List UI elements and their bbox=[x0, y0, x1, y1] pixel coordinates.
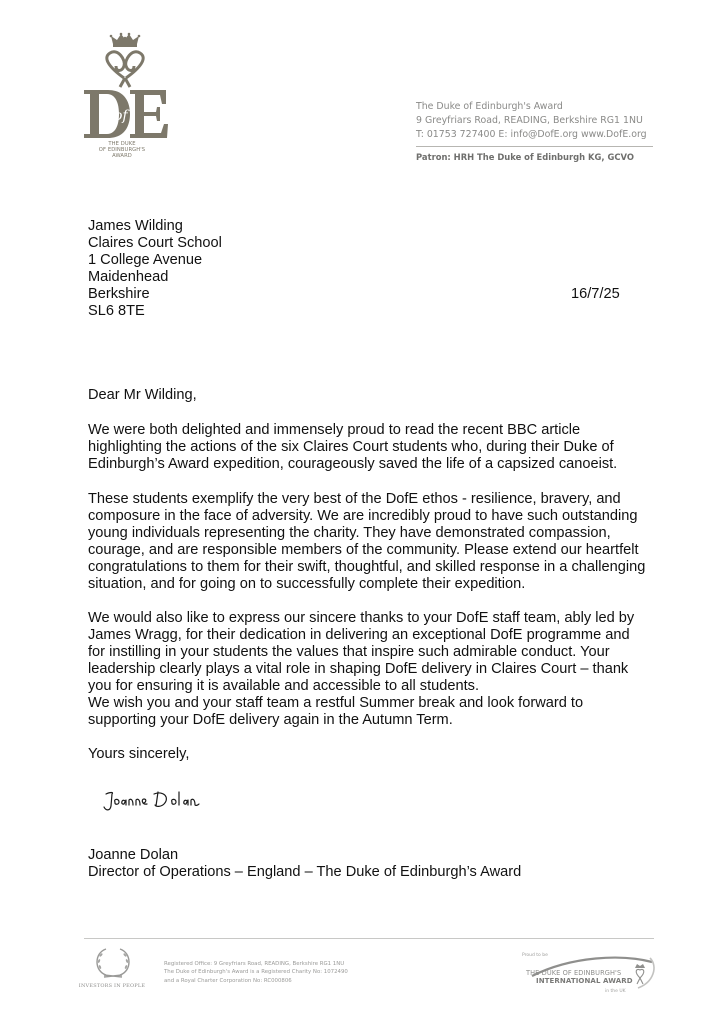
closing: Yours sincerely, bbox=[88, 746, 190, 762]
investors-in-people-label: INVESTORS IN PEOPLE bbox=[78, 983, 146, 989]
recipient-line: Berkshire bbox=[88, 286, 150, 302]
svg-text:of: of bbox=[114, 108, 128, 124]
logo-caption bbox=[78, 141, 166, 159]
recipient-line: 1 College Avenue bbox=[88, 252, 203, 268]
salutation: Dear Mr Wilding, bbox=[88, 387, 197, 403]
header-address bbox=[416, 100, 656, 141]
org-contact: T: 01753 727400 E: info@DofE.org www.DofE.org bbox=[416, 128, 647, 140]
registration-line: The Duke of Edinburgh's Award is a Registered Charity No: 1072490 bbox=[164, 969, 348, 976]
intl-award-line1: THE DUKE OF EDINBURGH'S bbox=[526, 969, 622, 977]
paragraph: These students exemplify the very best of the DofE ethos - resilience, bravery, and composure in the face of adversity. We are incredibly proud to have such outstanding young individuals representing the charity. They have demonstrated compassion, courage, and are responsible members of the community. Please extend our heartfelt congratulations to them for their swift, thoughtful, and skilled response in a challenging situation, and for going on to successfully complete their expedition. bbox=[88, 491, 646, 592]
recipient-line: Claires Court School bbox=[88, 235, 222, 251]
signatory-name: Joanne Dolan bbox=[88, 847, 179, 863]
recipient-line: SL6 8TE bbox=[88, 303, 145, 319]
laurel-wreath-icon bbox=[78, 945, 148, 985]
logo-caption-line: AWARD bbox=[112, 153, 132, 159]
paragraph: We wish you and your staff team a restful Summer break and look forward to supporting your DofE delivery again in the Autumn Term. bbox=[88, 695, 584, 728]
registration-details bbox=[164, 960, 348, 985]
recipient-line: James Wilding bbox=[88, 218, 183, 234]
footer-divider bbox=[84, 938, 654, 939]
recipient-address bbox=[88, 218, 222, 320]
org-name: The Duke of Edinburgh's Award bbox=[416, 101, 563, 112]
patron-line: Patron: HRH The Duke of Edinburgh KG, GCVO bbox=[416, 152, 634, 162]
paragraph: We would also like to express our sincere thanks to your DofE staff team, ably led by James Wragg, for their dedication in delivering an exceptional DofE programme and for instilling in your students the values that inspire such admirable conduct. Your leadership clearly plays a vital role in shaping DofE delivery in Claires Court – thank you for ensuring it is available and accessible to all students. bbox=[88, 610, 635, 694]
logo-caption-line: OF EDINBURGH'S bbox=[98, 147, 146, 153]
signatory-title: Director of Operations – England – The Duke of Edinburgh’s Award bbox=[88, 864, 522, 880]
handwritten-signature bbox=[100, 786, 210, 821]
header-divider bbox=[416, 146, 653, 147]
intl-award-line2: INTERNATIONAL AWARD bbox=[536, 977, 633, 985]
intl-proud-label: Proud to be bbox=[522, 953, 548, 958]
recipient-line: Maidenhead bbox=[88, 269, 169, 285]
logo-caption-line: THE DUKE bbox=[108, 141, 136, 147]
registration-line: Registered Office: 9 Greyfriars Road, READING, Berkshire RG1 1NU bbox=[164, 961, 345, 967]
letter-date: 16/7/25 bbox=[571, 286, 620, 302]
org-address: 9 Greyfriars Road, READING, Berkshire RG1 1NU bbox=[416, 114, 643, 126]
registration-line: and a Royal Charter Corporation No: RC000806 bbox=[164, 977, 292, 984]
intl-uk-label: in the UK bbox=[605, 989, 626, 994]
paragraph: We were both delighted and immensely proud to read the recent BBC article highlighting the actions of the six Claires Court students who, during their Duke of Edinburgh’s Award expedition, courageously saved the life of a capsized canoeist. bbox=[88, 422, 618, 472]
signature-icon bbox=[100, 786, 210, 816]
crown-cypher-icon bbox=[80, 32, 170, 142]
